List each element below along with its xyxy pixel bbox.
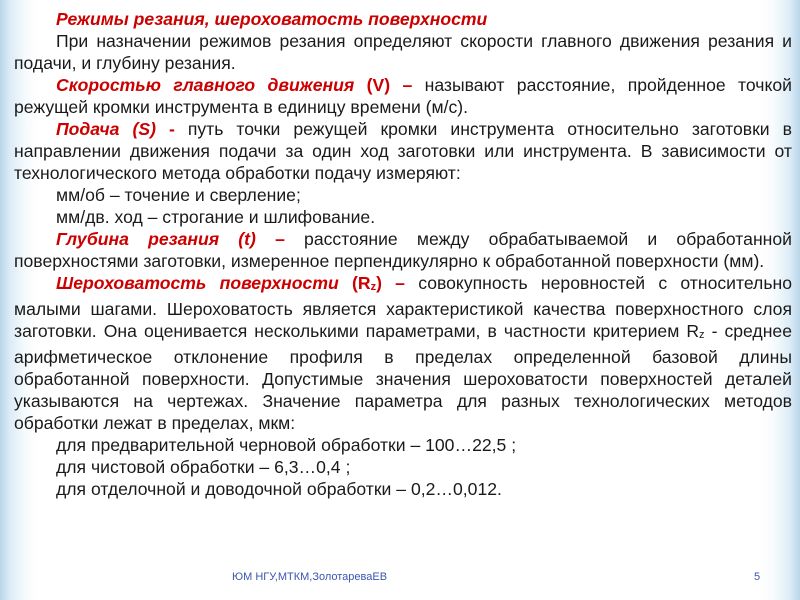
feed-unit-item: мм/об – точение и сверление;: [56, 185, 301, 205]
roughness-dash: –: [395, 273, 405, 293]
depth-term: Глубина резания: [56, 229, 220, 249]
slide-content: [14, 8, 792, 500]
depth-text: расстояние между обрабатываемой и обработанной поверхностями заготовки, измеренное перпендикулярно к обработанной поверхности (мм).: [14, 229, 793, 271]
slide-title: Режимы резания, шероховатость поверхности: [56, 9, 488, 29]
roughness-symbol-open: (R: [351, 273, 371, 293]
feed-paragraph: [14, 118, 792, 184]
speed-paragraph: [14, 74, 792, 118]
speed-dash: –: [402, 75, 413, 95]
slide-footer: ЮМ НГУ,МТКМ,ЗолотареваЕВ: [232, 571, 388, 583]
roughness-text-1: совокупность неровностей с относительно малыми шагами. Шероховатость является характеристикой качества поверхностного слоя заготовки. Она оценивается несколькими параметрами, в частности критерием R: [14, 273, 792, 341]
depth-symbol: (t): [238, 229, 256, 249]
roughness-symbol-sub: z: [370, 281, 377, 293]
roughness-text-2: - среднее арифметическое отклонение профиля в пределах определенной базовой длины обработанной поверхности. Допустимые значения шероховатости поверхностей деталей указываются на чертежах. Значение параметра для разных технологических методов обработки лежат в пределах, мкм:: [14, 321, 792, 433]
speed-text: называют расстояние, пройденное точкой режущей кромки инструмента в единицу времени (м/с).: [14, 75, 792, 117]
depth-dash: –: [275, 229, 285, 249]
roughness-paragraph: [14, 272, 792, 434]
feed-dash: -: [168, 119, 175, 139]
roughness-term: Шероховатость поверхности: [56, 273, 339, 293]
feed-term: Подача: [56, 119, 120, 139]
roughness-symbol: [352, 273, 382, 293]
feed-text: путь точки режущей кромки инструмента относительно заготовки в направлении движения подачи за один ход заготовки или инструмента. В зависимости от технологического метода обработки подачу измеряют:: [14, 119, 792, 183]
roughness-text-sub: z: [699, 329, 705, 341]
speed-term: Скоростью главного движения: [56, 75, 355, 95]
feed-unit-item: мм/дв. ход – строгание и шлифование.: [56, 207, 376, 227]
speed-symbol: (V): [366, 75, 391, 95]
roughness-symbol-close: ): [376, 273, 382, 293]
depth-paragraph: [14, 228, 792, 272]
feed-symbol: (S): [132, 119, 156, 139]
intro-paragraph: При назначении режимов резания определяют скорости главного движения резания и подачи, и глубину резания.: [14, 31, 792, 73]
roughness-value-item: для чистовой обработки – 6,3…0,4 ;: [56, 457, 351, 477]
roughness-value-item: для предварительной черновой обработки – 100…22,5 ;: [56, 435, 517, 455]
page-number: 5: [754, 571, 761, 583]
roughness-value-item: для отделочной и доводочной обработки – 0,2…0,012.: [56, 479, 502, 499]
